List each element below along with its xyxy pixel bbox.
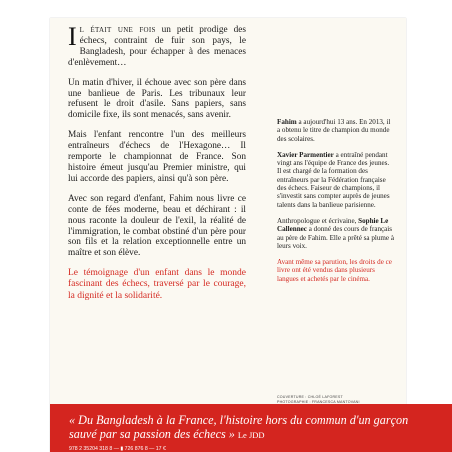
press-quote-text: « Du Bangladesh à la France, l'histoire hors du commun d'un garçon sauvé par sa passion des échecs » xyxy=(69,413,409,442)
rights-note: Avant même sa parution, les droits de ce livre ont été vendus dans plusieurs langues et achetés par le cinéma. xyxy=(277,258,392,283)
main-text xyxy=(68,22,246,311)
intro-rest: un petit prodige des échecs, contraint de fuir son pays, le Bangladesh, pour échapper à des menaces d'enlèvement… xyxy=(68,25,246,68)
bio-le-callennec xyxy=(277,217,394,250)
intro-paragraph xyxy=(68,22,246,69)
cover-credit: COUVERTURE : CHLOÉ LAFOREST xyxy=(277,395,343,399)
bio-parmentier xyxy=(277,151,394,209)
press-quote xyxy=(69,413,409,443)
intro-smallcaps: l était une fois xyxy=(79,25,156,35)
drop-cap: I xyxy=(68,22,77,51)
paragraph-4: Avec son regard d'enfant, Fahim nous livre ce conte de fées moderne, beau et déchirant : il nous raconte la douleur de l'exil, la réalité de l'immigration, le combat obstiné d'un père pour son fils et la relation exceptionnelle entre un maître et son élève. xyxy=(68,193,246,259)
bio-le-callennec-name: Sophie Le Callennec xyxy=(277,216,389,234)
paragraph-3: Mais l'enfant rencontre l'un des meilleurs entraîneurs d'échecs de l'Hexagone… Il remporte le championnat de France. Son histoire émeut jusqu'au Premier ministre, qui lui accorde des papiers, ainsi qu'à son père. xyxy=(68,130,246,184)
press-quote-source: Le JDD xyxy=(237,430,265,441)
bio-fahim-name: Fahim xyxy=(277,118,297,126)
author-sidebar xyxy=(277,118,394,291)
paragraph-2: Un matin d'hiver, il échoue avec son père dans une banlieue de Paris. Les tribunaux leur refusent le droit d'asile. Sans papiers, sans domicile fixe, ils sont menacés, sans avenir. xyxy=(68,77,246,121)
bio-parmentier-text: a entraîné pendant vingt ans l'équipe de France des jeunes. Il est chargé de la formation des entraîneurs par la Fédération française des échecs. Faiseur de champions, il s'investit sans compter auprès de jeunes talents dans la banlieue parisienne. xyxy=(277,150,390,209)
tagline-paragraph: Le témoignage d'un enfant dans le monde fascinant des échecs, traversé par le courage, la dignité et la solidarité. xyxy=(68,268,246,301)
bio-fahim-text: a aujourd'hui 13 ans. En 2013, il a obtenu le titre de champion du monde des scolaires. xyxy=(277,118,391,143)
bio-le-callennec-text: a donné des cours de français au père de Fahim. Elle a prêté sa plume à leurs voix. xyxy=(277,225,394,250)
bio-fahim xyxy=(277,118,394,143)
photo-credit: PHOTOGRAPHIE : FRANCESCA MANTOVANI xyxy=(277,400,360,404)
isbn-line: 978 2 35204 318 8 — ▮ 726 876 8 — 17 € xyxy=(69,446,166,452)
bio-le-callennec-lead: Anthropologue et écrivaine, xyxy=(277,216,359,225)
bio-parmentier-name: Xavier Parmentier xyxy=(277,150,334,159)
